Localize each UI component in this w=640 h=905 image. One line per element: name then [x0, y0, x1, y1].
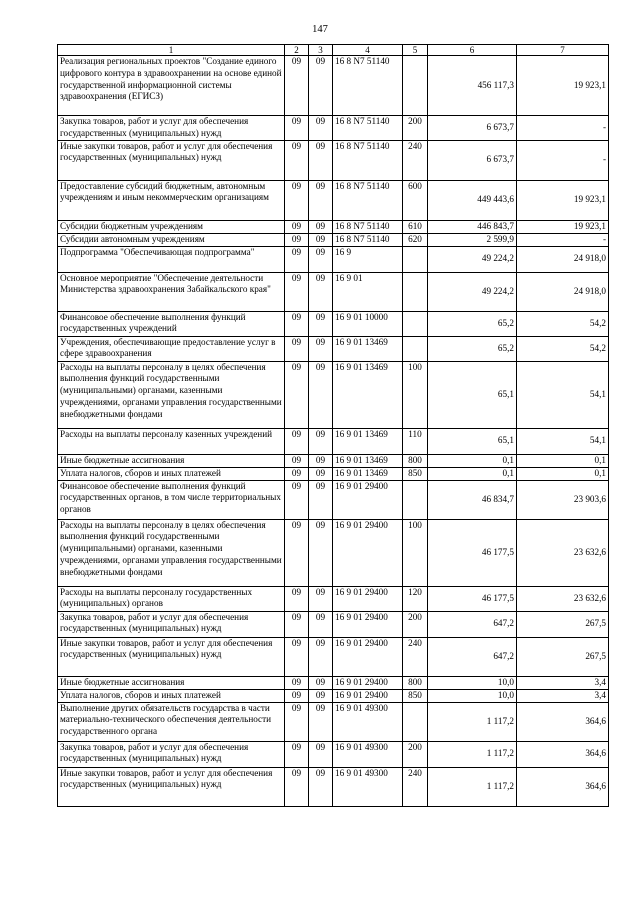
table-row [58, 637, 609, 676]
cell-section: 09 [285, 586, 309, 611]
cell-section: 09 [285, 220, 309, 233]
cell-section: 09 [285, 676, 309, 689]
cell-sum-1: 456 117,3 [428, 56, 517, 116]
table-row [58, 56, 609, 116]
cell-target-article: 16 9 01 13469 [333, 361, 403, 428]
cell-name: Уплата налогов, сборов и иных платежей [58, 467, 285, 480]
cell-section: 09 [285, 336, 309, 361]
cell-section: 09 [285, 140, 309, 180]
cell-expense-type: 800 [403, 676, 428, 689]
cell-target-article: 16 9 01 29400 [333, 676, 403, 689]
cell-sum-2: 23 632,6 [517, 586, 609, 611]
cell-expense-type: 610 [403, 220, 428, 233]
cell-name: Субсидии бюджетным учреждениям [58, 220, 285, 233]
cell-section: 09 [285, 56, 309, 116]
header-col-5: 5 [403, 45, 428, 56]
cell-section: 09 [285, 611, 309, 637]
cell-name: Выполнение других обязательств государства в части материально-технического обеспечения деятельности государственного органа [58, 702, 285, 741]
cell-target-article: 16 9 01 [333, 272, 403, 311]
cell-sum-2: 23 903,6 [517, 480, 609, 519]
header-col-3: 3 [309, 45, 333, 56]
cell-section: 09 [285, 311, 309, 336]
cell-subsection: 09 [309, 56, 333, 116]
cell-sum-1: 65,1 [428, 428, 517, 454]
header-col-1: 1 [58, 45, 285, 56]
cell-subsection: 09 [309, 586, 333, 611]
cell-subsection: 09 [309, 246, 333, 272]
cell-target-article: 16 9 01 13469 [333, 467, 403, 480]
cell-section: 09 [285, 767, 309, 806]
cell-expense-type: 240 [403, 637, 428, 676]
cell-section: 09 [285, 702, 309, 741]
cell-expense-type: 110 [403, 428, 428, 454]
cell-expense-type: 200 [403, 741, 428, 767]
table-row [58, 361, 609, 428]
cell-subsection: 09 [309, 454, 333, 467]
budget-table [57, 44, 609, 807]
cell-expense-type: 100 [403, 361, 428, 428]
cell-expense-type: 600 [403, 180, 428, 220]
cell-name: Иные бюджетные ассигнования [58, 676, 285, 689]
cell-target-article: 16 9 [333, 246, 403, 272]
cell-sum-1: 10,0 [428, 676, 517, 689]
cell-sum-1: 1 117,2 [428, 767, 517, 806]
cell-target-article: 16 9 01 49300 [333, 767, 403, 806]
cell-name: Расходы на выплаты персоналу в целях обеспечения выполнения функций государственными (муниципальными) органами, казенными учреждениями, органами управления государственными внебюджетными фондами [58, 361, 285, 428]
cell-sum-2: 54,1 [517, 428, 609, 454]
cell-sum-1: 647,2 [428, 637, 517, 676]
cell-name: Учреждения, обеспечивающие предоставление услуг в сфере здравоохранения [58, 336, 285, 361]
cell-name: Закупка товаров, работ и услуг для обеспечения государственных (муниципальных) нужд [58, 116, 285, 141]
cell-target-article: 16 9 01 29400 [333, 637, 403, 676]
cell-subsection: 09 [309, 741, 333, 767]
cell-sum-2: 267,5 [517, 637, 609, 676]
cell-section: 09 [285, 116, 309, 141]
cell-sum-2: 19 923,1 [517, 180, 609, 220]
header-col-2: 2 [285, 45, 309, 56]
cell-sum-2: 24 918,0 [517, 272, 609, 311]
cell-name: Основное мероприятие "Обеспечение деятельности Министерства здравоохранения Забайкальского края" [58, 272, 285, 311]
table-row [58, 233, 609, 246]
cell-name: Финансовое обеспечение выполнения функций государственных органов, в том числе территориальных органов [58, 480, 285, 519]
cell-section: 09 [285, 519, 309, 586]
cell-expense-type: 200 [403, 611, 428, 637]
cell-sum-2: 364,6 [517, 702, 609, 741]
cell-section: 09 [285, 637, 309, 676]
cell-subsection: 09 [309, 116, 333, 141]
cell-expense-type: 200 [403, 116, 428, 141]
cell-sum-1: 1 117,2 [428, 741, 517, 767]
cell-name: Иные бюджетные ассигнования [58, 454, 285, 467]
cell-sum-2: - [517, 233, 609, 246]
cell-sum-1: 2 599,9 [428, 233, 517, 246]
cell-sum-1: 46 177,5 [428, 586, 517, 611]
header-row [58, 45, 609, 56]
cell-target-article: 16 8 N7 51140 [333, 180, 403, 220]
cell-sum-1: 46 177,5 [428, 519, 517, 586]
table-row [58, 467, 609, 480]
cell-sum-1: 49 224,2 [428, 272, 517, 311]
cell-sum-2: 0,1 [517, 454, 609, 467]
cell-sum-2: 23 632,6 [517, 519, 609, 586]
cell-name: Иные закупки товаров, работ и услуг для обеспечения государственных (муниципальных) нужд [58, 767, 285, 806]
cell-sum-1: 647,2 [428, 611, 517, 637]
cell-name: Финансовое обеспечение выполнения функций государственных учреждений [58, 311, 285, 336]
cell-subsection: 09 [309, 220, 333, 233]
cell-expense-type: 850 [403, 689, 428, 702]
cell-sum-2: 267,5 [517, 611, 609, 637]
cell-sum-1: 0,1 [428, 467, 517, 480]
table-row [58, 220, 609, 233]
table-row [58, 336, 609, 361]
cell-target-article: 16 8 N7 51140 [333, 220, 403, 233]
cell-sum-2: 19 923,1 [517, 220, 609, 233]
cell-target-article: 16 8 N7 51140 [333, 140, 403, 180]
cell-sum-2: 3,4 [517, 676, 609, 689]
cell-expense-type [403, 56, 428, 116]
cell-expense-type: 100 [403, 519, 428, 586]
cell-name: Реализация региональных проектов "Создание единого цифрового контура в здравоохранении на основе единой государственной информационной системы здравоохранения (ЕГИСЗ) [58, 56, 285, 116]
cell-name: Иные закупки товаров, работ и услуг для обеспечения государственных (муниципальных) нужд [58, 637, 285, 676]
cell-expense-type: 620 [403, 233, 428, 246]
cell-section: 09 [285, 272, 309, 311]
cell-subsection: 09 [309, 428, 333, 454]
cell-sum-2: 3,4 [517, 689, 609, 702]
cell-name: Субсидии автономным учреждениям [58, 233, 285, 246]
cell-expense-type [403, 480, 428, 519]
cell-sum-2: 54,2 [517, 336, 609, 361]
table-row [58, 272, 609, 311]
header-col-7: 7 [517, 45, 609, 56]
table-body [58, 56, 609, 807]
table-row [58, 767, 609, 806]
cell-sum-1: 6 673,7 [428, 116, 517, 141]
table-row [58, 611, 609, 637]
cell-sum-2: 364,6 [517, 741, 609, 767]
cell-sum-2: 364,6 [517, 767, 609, 806]
cell-name: Подпрограмма "Обеспечивающая подпрограмма" [58, 246, 285, 272]
cell-section: 09 [285, 454, 309, 467]
cell-target-article: 16 9 01 29400 [333, 586, 403, 611]
cell-name: Предоставление субсидий бюджетным, автономным учреждениям и иным некоммерческим организациям [58, 180, 285, 220]
cell-sum-1: 10,0 [428, 689, 517, 702]
table-row [58, 140, 609, 180]
cell-sum-2: 24 918,0 [517, 246, 609, 272]
cell-target-article: 16 9 01 13469 [333, 454, 403, 467]
table-row [58, 519, 609, 586]
cell-subsection: 09 [309, 140, 333, 180]
cell-name: Закупка товаров, работ и услуг для обеспечения государственных (муниципальных) нужд [58, 611, 285, 637]
cell-target-article: 16 9 01 29400 [333, 611, 403, 637]
cell-subsection: 09 [309, 272, 333, 311]
cell-section: 09 [285, 246, 309, 272]
cell-target-article: 16 9 01 29400 [333, 689, 403, 702]
cell-subsection: 09 [309, 637, 333, 676]
table-row [58, 454, 609, 467]
cell-sum-2: 0,1 [517, 467, 609, 480]
cell-section: 09 [285, 233, 309, 246]
cell-name: Расходы на выплаты персоналу в целях обеспечения выполнения функций государственными (муниципальными) органами, казенными учреждениями, органами управления государственными внебюджетными фондами [58, 519, 285, 586]
cell-sum-1: 449 443,6 [428, 180, 517, 220]
cell-section: 09 [285, 689, 309, 702]
cell-name: Уплата налогов, сборов и иных платежей [58, 689, 285, 702]
cell-subsection: 09 [309, 611, 333, 637]
cell-sum-1: 65,1 [428, 361, 517, 428]
cell-section: 09 [285, 428, 309, 454]
cell-target-article: 16 9 01 13469 [333, 336, 403, 361]
cell-sum-1: 46 834,7 [428, 480, 517, 519]
cell-expense-type [403, 336, 428, 361]
cell-target-article: 16 9 01 49300 [333, 702, 403, 741]
cell-name: Расходы на выплаты персоналу государственных (муниципальных) органов [58, 586, 285, 611]
cell-target-article: 16 9 01 13469 [333, 428, 403, 454]
cell-expense-type: 240 [403, 767, 428, 806]
cell-subsection: 09 [309, 480, 333, 519]
cell-section: 09 [285, 180, 309, 220]
cell-subsection: 09 [309, 676, 333, 689]
cell-name: Расходы на выплаты персоналу казенных учреждений [58, 428, 285, 454]
cell-section: 09 [285, 361, 309, 428]
cell-sum-2: 54,2 [517, 311, 609, 336]
cell-subsection: 09 [309, 233, 333, 246]
cell-subsection: 09 [309, 361, 333, 428]
cell-subsection: 09 [309, 689, 333, 702]
table-row [58, 116, 609, 141]
cell-sum-1: 446 843,7 [428, 220, 517, 233]
table-row [58, 180, 609, 220]
cell-expense-type [403, 311, 428, 336]
cell-sum-2: - [517, 140, 609, 180]
cell-sum-1: 1 117,2 [428, 702, 517, 741]
cell-subsection: 09 [309, 767, 333, 806]
cell-sum-2: - [517, 116, 609, 141]
cell-section: 09 [285, 480, 309, 519]
table-row [58, 246, 609, 272]
cell-sum-2: 54,1 [517, 361, 609, 428]
table-row [58, 702, 609, 741]
cell-target-article: 16 9 01 10000 [333, 311, 403, 336]
cell-expense-type: 850 [403, 467, 428, 480]
cell-subsection: 09 [309, 467, 333, 480]
table-row [58, 676, 609, 689]
cell-target-article: 16 9 01 49300 [333, 741, 403, 767]
cell-sum-1: 65,2 [428, 336, 517, 361]
cell-section: 09 [285, 741, 309, 767]
cell-sum-1: 0,1 [428, 454, 517, 467]
cell-target-article: 16 9 01 29400 [333, 480, 403, 519]
table-row [58, 741, 609, 767]
cell-subsection: 09 [309, 336, 333, 361]
page-number: 147 [312, 24, 328, 35]
table-row [58, 586, 609, 611]
cell-subsection: 09 [309, 311, 333, 336]
header-col-4: 4 [333, 45, 403, 56]
cell-sum-1: 65,2 [428, 311, 517, 336]
header-col-6: 6 [428, 45, 517, 56]
cell-expense-type [403, 272, 428, 311]
cell-expense-type: 120 [403, 586, 428, 611]
table-row [58, 311, 609, 336]
cell-sum-1: 49 224,2 [428, 246, 517, 272]
cell-sum-1: 6 673,7 [428, 140, 517, 180]
table-row [58, 480, 609, 519]
table-row [58, 428, 609, 454]
cell-target-article: 16 9 01 29400 [333, 519, 403, 586]
cell-sum-2: 19 923,1 [517, 56, 609, 116]
cell-subsection: 09 [309, 702, 333, 741]
cell-name: Иные закупки товаров, работ и услуг для обеспечения государственных (муниципальных) нужд [58, 140, 285, 180]
cell-section: 09 [285, 467, 309, 480]
cell-target-article: 16 8 N7 51140 [333, 56, 403, 116]
table-row [58, 689, 609, 702]
cell-name: Закупка товаров, работ и услуг для обеспечения государственных (муниципальных) нужд [58, 741, 285, 767]
cell-target-article: 16 8 N7 51140 [333, 116, 403, 141]
cell-expense-type [403, 702, 428, 741]
cell-expense-type [403, 246, 428, 272]
cell-expense-type: 800 [403, 454, 428, 467]
cell-target-article: 16 8 N7 51140 [333, 233, 403, 246]
cell-expense-type: 240 [403, 140, 428, 180]
cell-subsection: 09 [309, 180, 333, 220]
cell-subsection: 09 [309, 519, 333, 586]
